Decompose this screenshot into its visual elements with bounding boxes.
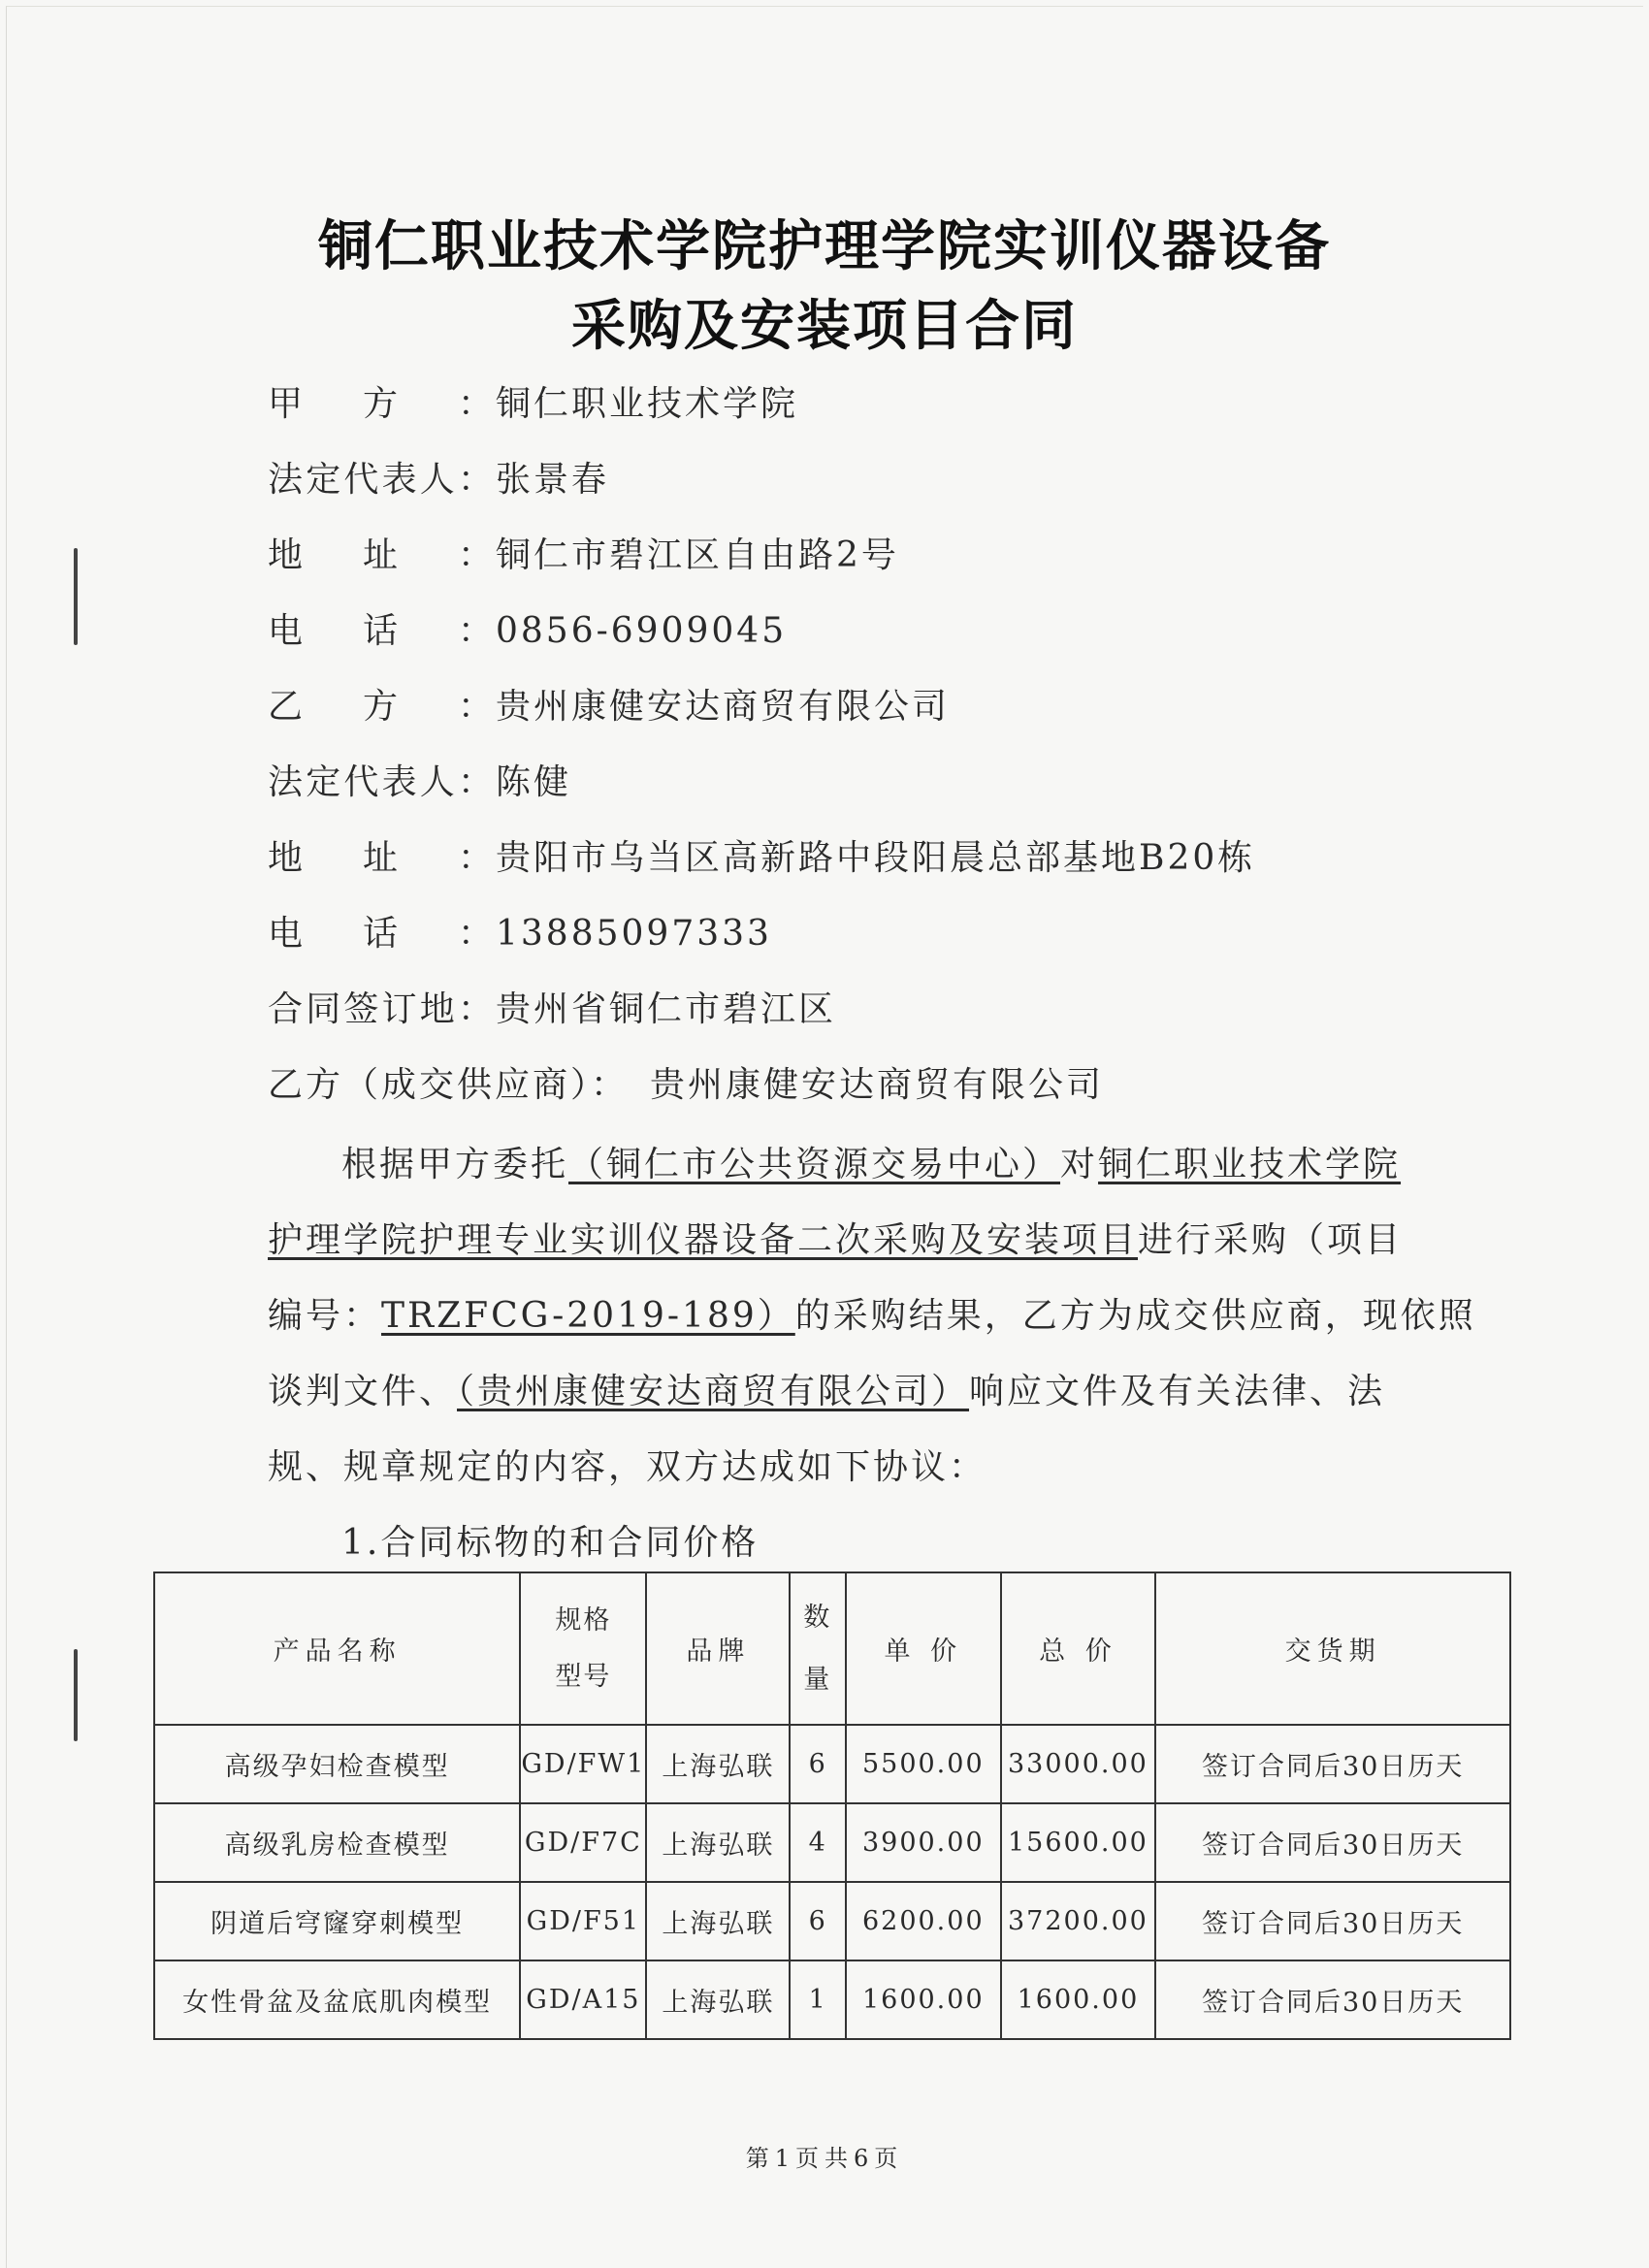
body-line-5: 规、规章规定的内容，双方达成如下协议：	[268, 1447, 987, 1487]
cell-total: 33000.00	[1001, 1725, 1156, 1803]
cell-delivery: 签订合同后30日历天	[1155, 1803, 1510, 1882]
party-a-row	[268, 376, 798, 426]
body-text: 的采购结果，乙方为成交供应商，现依照	[794, 1296, 1476, 1336]
party-b-addr: 贵阳市乌当区高新路中段阳晨总部基地B20栋	[496, 838, 1256, 878]
document-title-line2: 采购及安装项目合同	[571, 295, 1078, 358]
party-b-tel-label: 电话：	[268, 914, 496, 954]
items-table	[153, 1571, 1511, 2040]
cell-unit-price: 3900.00	[846, 1803, 1000, 1882]
cell-name: 高级乳房检查模型	[154, 1803, 520, 1882]
cell-unit-price: 6200.00	[846, 1882, 1000, 1960]
party-a-addr-label: 地址：	[268, 535, 496, 575]
cell-total: 15600.00	[1001, 1803, 1156, 1882]
party-a-rep: 张景春	[496, 460, 610, 500]
col-header-delivery: 交货期	[1155, 1572, 1510, 1725]
cell-qty: 1	[790, 1960, 846, 2039]
party-b-addr-row	[268, 830, 1255, 880]
binding-mark-bottom	[74, 1649, 78, 1741]
cell-brand: 上海弘联	[646, 1960, 790, 2039]
party-b-label: 乙方：	[268, 687, 496, 727]
party-a-rep-row	[268, 452, 609, 502]
table-row	[154, 1960, 1510, 2039]
supplier-ref: （贵州康健安达商贸有限公司）	[457, 1372, 970, 1411]
cell-model: GD/F7C	[520, 1803, 646, 1882]
body-line-3	[268, 1288, 1476, 1338]
cell-brand: 上海弘联	[646, 1803, 790, 1882]
body-line-4	[268, 1364, 1385, 1413]
cell-brand: 上海弘联	[646, 1725, 790, 1803]
cell-delivery: 签订合同后30日历天	[1155, 1960, 1510, 2039]
party-b-addr-label: 地址：	[268, 838, 496, 878]
sign-place-label: 合同签订地：	[268, 989, 496, 1029]
cell-unit-price: 1600.00	[846, 1960, 1000, 2039]
cell-name: 高级孕妇检查模型	[154, 1725, 520, 1803]
body-text: 对	[1060, 1145, 1099, 1184]
body-line-2	[268, 1213, 1403, 1262]
cell-name: 阴道后穹窿穿刺模型	[154, 1882, 520, 1960]
document-title-line1: 铜仁职业技术学院护理学院实训仪器设备	[318, 215, 1331, 278]
party-a-tel: 0856-6909045	[496, 611, 788, 651]
party-b-name: 贵州康健安达商贸有限公司	[496, 687, 951, 727]
project-number: TRZFCG-2019-189）	[381, 1296, 795, 1336]
col-header-qty: 数量	[790, 1572, 846, 1725]
table-row	[154, 1725, 1510, 1803]
party-b-row	[268, 679, 950, 729]
cell-unit-price: 5500.00	[846, 1725, 1000, 1803]
cell-model: GD/F51	[520, 1882, 646, 1960]
body-line-1	[341, 1137, 1401, 1186]
body-text: 进行采购（项目	[1138, 1220, 1404, 1260]
binding-mark-top	[74, 548, 78, 645]
supplier-label: 乙方（成交供应商）：	[268, 1065, 630, 1105]
project-name: 护理学院护理专业实训仪器设备二次采购及安装项目	[268, 1220, 1139, 1260]
party-a-tel-label: 电话：	[268, 611, 496, 651]
supplier-row	[268, 1057, 1104, 1107]
sign-place-row	[268, 982, 836, 1031]
party-a-name: 铜仁职业技术学院	[496, 384, 799, 424]
cell-qty: 4	[790, 1803, 846, 1882]
cell-name: 女性骨盆及盆底肌肉模型	[154, 1960, 520, 2039]
party-b-tel: 13885097333	[496, 914, 772, 954]
party-a-addr: 铜仁市碧江区自由路2号	[496, 535, 899, 575]
col-header-total: 总 价	[1001, 1572, 1156, 1725]
body-text: 响应文件及有关法律、法	[969, 1372, 1386, 1411]
table-header-row	[154, 1572, 1510, 1725]
party-b-rep-row	[268, 755, 571, 804]
supplier-value: 贵州康健安达商贸有限公司	[650, 1065, 1105, 1105]
col-header-brand: 品牌	[646, 1572, 790, 1725]
body-text: 根据甲方委托	[341, 1145, 569, 1184]
party-a-label: 甲方：	[268, 384, 496, 424]
cell-qty: 6	[790, 1725, 846, 1803]
party-a-addr-row	[268, 528, 899, 577]
table-row	[154, 1803, 1510, 1882]
party-b-rep: 陈健	[496, 762, 572, 802]
cell-total: 1600.00	[1001, 1960, 1156, 2039]
col-header-unit-price: 单 价	[846, 1572, 1000, 1725]
party-b-rep-label: 法定代表人：	[268, 762, 496, 802]
page-number: 第1页共6页	[745, 2145, 904, 2172]
col-header-model: 规格型号	[520, 1572, 646, 1725]
section-heading: 1.合同标物的和合同价格	[341, 1523, 760, 1563]
cell-qty: 6	[790, 1882, 846, 1960]
cell-brand: 上海弘联	[646, 1882, 790, 1960]
col-header-name: 产品名称	[154, 1572, 520, 1725]
party-a-rep-label: 法定代表人：	[268, 460, 496, 500]
table-row	[154, 1882, 1510, 1960]
cell-delivery: 签订合同后30日历天	[1155, 1725, 1510, 1803]
cell-model: GD/FW1	[520, 1725, 646, 1803]
cell-total: 37200.00	[1001, 1882, 1156, 1960]
agency-name: （铜仁市公共资源交易中心）	[568, 1145, 1061, 1184]
party-a-tel-row	[268, 603, 787, 653]
cell-model: GD/A15	[520, 1960, 646, 2039]
sign-place-value: 贵州省铜仁市碧江区	[496, 989, 837, 1029]
cell-delivery: 签订合同后30日历天	[1155, 1882, 1510, 1960]
body-text: 编号：	[268, 1296, 382, 1336]
party-b-tel-row	[268, 906, 772, 956]
body-text: 谈判文件、	[268, 1372, 458, 1411]
buyer-name: 铜仁职业技术学院	[1098, 1145, 1402, 1184]
